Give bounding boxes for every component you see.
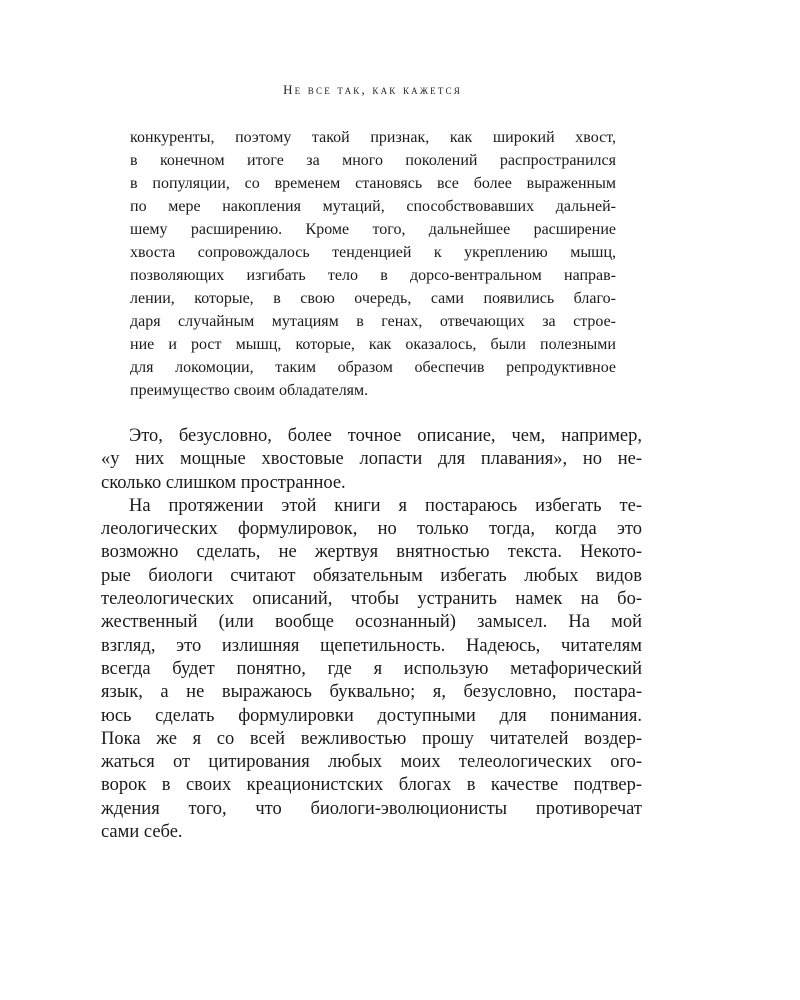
- quote-line: хвоста сопровождалось тенденцией к укреплению мышц,: [130, 244, 616, 261]
- paragraph-2: [101, 495, 642, 844]
- paragraph-line: Пока же я со всей вежливостью прошу читателей воздер-: [101, 728, 642, 749]
- quote-line: даря случайным мутациям в генах, отвечающих за строе-: [130, 313, 616, 330]
- quote-line: в популяции, со временем становясь все более выраженным: [130, 175, 616, 192]
- quote-line: ние и рост мышц, которые, как оказалось, были полезными: [130, 336, 616, 353]
- paragraph-line: взгляд, это излишняя щепетильность. Надеюсь, читателям: [101, 635, 642, 656]
- paragraph-line: юсь сделать формулировки доступными для понимания.: [101, 705, 642, 726]
- quote-line: лении, которые, в свою очередь, сами появились благо-: [130, 290, 616, 307]
- paragraph-line: сколько слишком пространное.: [101, 472, 346, 493]
- paragraph-line: сами себе.: [101, 822, 183, 843]
- quote-line: позволяющих изгибать тело в дорсо-вентральном направ-: [130, 267, 616, 284]
- paragraph-line: телеологических описаний, чтобы устранить намек на бо-: [101, 589, 642, 610]
- quote-line: преимущество своим обладателям.: [130, 382, 369, 399]
- body-text: [101, 425, 642, 844]
- paragraph-line: жаться от цитирования любых моих телеологических ого-: [101, 752, 642, 773]
- paragraph-1: [101, 425, 642, 495]
- paragraph-line: ворок в своих креационистских блогах в качестве подтвер-: [101, 775, 642, 796]
- quote-line: шему расширению. Кроме того, дальнейшее расширение: [130, 221, 616, 238]
- paragraph-line: всегда будет понятно, где я использую метафорический: [101, 658, 642, 679]
- running-head: Не все так, как кажется: [283, 82, 462, 97]
- quote-line: в конечном итоге за много поколений распространился: [130, 152, 616, 169]
- paragraph-line: Это, безусловно, более точное описание, чем, например,: [129, 426, 642, 446]
- paragraph-line: ждения того, что биологи-эволюционисты противоречат: [101, 798, 642, 819]
- quote-line: для локомоции, таким образом обеспечив репродуктивное: [130, 359, 616, 376]
- quote-line: конкуренты, поэтому такой признак, как широкий хвост,: [130, 129, 616, 146]
- paragraph-line: язык, а не выражаюсь буквально; я, безусловно, постара-: [101, 682, 642, 703]
- paragraph-line: рые биологи считают обязательным избегать любых видов: [101, 565, 642, 586]
- quote-line: по мере накопления мутаций, способствовавших дальней-: [130, 198, 616, 215]
- paragraph-line: жественный (или вообще осознанный) замысел. На мой: [101, 612, 642, 633]
- paragraph-line: На протяжении этой книги я постараюсь избегать те-: [129, 495, 642, 516]
- paragraph-line: возможно сделать, не жертвуя внятностью текста. Некото-: [101, 542, 642, 563]
- paragraph-line: «у них мощные хвостовые лопасти для плавания», но не-: [101, 449, 642, 470]
- paragraph-line: леологических формулировок, но только тогда, когда это: [101, 519, 642, 540]
- block-quote: [130, 126, 616, 402]
